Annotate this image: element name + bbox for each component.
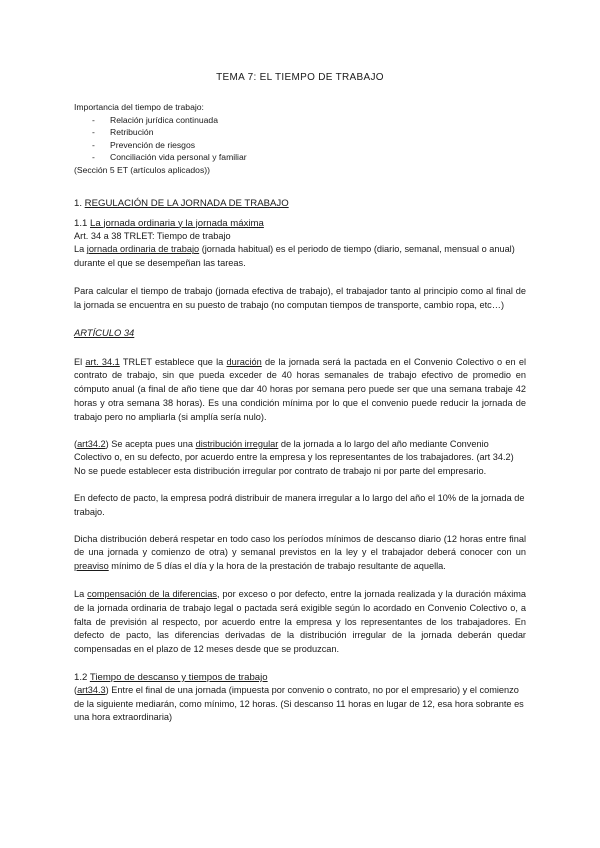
intro-list (74, 114, 526, 164)
paragraph-defecto-pacto: En defecto de pacto, la empresa podrá distribuir de manera irregular a lo largo del año el 10% de la jornada de trabajo. (74, 492, 525, 517)
keyword-preaviso: preaviso (74, 561, 109, 572)
ref-art-34-1: art. 34.1 (85, 356, 120, 367)
text-run: ( (74, 438, 78, 449)
article-34-heading: ARTÍCULO 34 (74, 326, 135, 338)
text-run: de la jornada a lo largo del año mediante Convenio Colectivo o, en su defecto, por acuerdo entre la empresa y los representantes de los trabajadores. (art 34.2) No se puede establecer esta distribución irregular por contrato de trabajo ni por parte del empresario. (74, 438, 514, 477)
text-run: ) Entre el final de una jornada (impuesta por convenio o contrato, no por el empresario) y el comienzo de la siguiente mediarán, como mínimo, 12 horas. (Si descanso 11 horas en lugar de 12, esa hora sobrante es una hora extraordinaria) (74, 684, 524, 723)
paragraph-art-34-2 (74, 438, 526, 479)
subsection-title: Tiempo de descanso y tiempos de trabajo (89, 671, 268, 683)
paragraph-tiempo-efectivo: Para calcular el tiempo de trabajo (jornada efectiva de trabajo), el trabajador tanto al principio como al final de la jornada se encuentra en su puesto de trabajo (no computan tiempos de transporte, cambio ropa, etc…) (74, 285, 526, 310)
keyword-jornada-ordinaria: jornada ordinaria de trabajo (86, 244, 200, 255)
paragraph-compensacion (74, 588, 526, 657)
ref-art-34-2: art34.2 (77, 438, 106, 449)
list-item: - Prevención de riesgos (92, 139, 526, 152)
text-run: La (74, 588, 88, 599)
section-number: 1. (74, 197, 85, 209)
intro-heading: Importancia del tiempo de trabajo: (74, 102, 204, 112)
text-run: ( (74, 684, 78, 695)
text-run: ) Se acepta pues una (105, 438, 196, 449)
text-run: de la jornada será la pactada en el Convenio Colectivo o en el contrato de trabajo, sin que pueda exceder de 40 horas semanales de trabajo efectivo de promedio en cómputo anual (a final de año tiene que dar 40 horas por semana pero puede ser que una semana trabaje 42 horas y otra semana 38 horas). Es una condición mínima por lo que el convenio puede reducir la jornada de trabajo pero no ampliarla (si amplía sería nulo). (74, 356, 526, 422)
text-run: Dicha distribución deberá respetar en todo caso los períodos mínimos de descanso diario (12 horas entre final de una jornada y comienzo de otra) y semanal previstos en la ley y el trabajador deberá conocer con un (74, 533, 526, 558)
ref-art-34-3: art34.3 (77, 684, 106, 695)
intro-note: (Sección 5 ET (artículos aplicados)) (74, 164, 210, 175)
document-title: TEMA 7: EL TIEMPO DE TRABAJO (216, 72, 384, 83)
paragraph-art-34-1 (74, 356, 526, 425)
text-run: mínimo de 5 días el día y la hora de la prestación de trabajo resultante de aquella. (108, 561, 446, 572)
list-item: - Relación jurídica continuada (92, 114, 526, 127)
text-run: El (74, 356, 86, 367)
text-run: , por exceso o por defecto, entre la jornada realizada y la duración máxima de la jornada ordinaria de trabajo legal o pactada será exigible según lo acordado en Convenio Colectivo o, a falta de previsión al respecto, por acuerdo entre la empresa y los representantes de los trabajadores. En defecto de pacto, las diferencias derivadas de la distribución irregular de la jornada deberán quedar compensadas en el plazo de 12 meses desde que se produzcan. (74, 588, 526, 655)
text-run: La (74, 244, 87, 255)
article-reference: Art. 34 a 38 TRLET: Tiempo de trabajo (74, 230, 231, 241)
text-run: (jornada habitual) es el periodo de tiempo (diario, semanal, mensual o anual) durante el que se desempeñan las tareas. (74, 244, 515, 269)
subsection-1-1-heading (74, 217, 526, 230)
keyword-distribucion-irregular: distribución irregular (195, 438, 279, 449)
list-item: - Retribución (92, 126, 526, 139)
keyword-duracion: duración (226, 356, 262, 367)
keyword-compensacion: compensación de la diferencias (87, 588, 217, 599)
subsection-1-2-heading (74, 671, 526, 684)
intro-block (74, 101, 526, 177)
paragraph-descanso (74, 533, 526, 574)
text-run: TRLET establece que la (119, 356, 227, 367)
subsection-title: La jornada ordinaria y la jornada máxima (90, 217, 264, 229)
subsection-number: 1.2 (74, 671, 90, 683)
section-1-heading (74, 198, 526, 209)
subsection-number: 1.1 (74, 217, 91, 229)
section-title: REGULACIÓN DE LA JORNADA DE TRABAJO (84, 197, 289, 209)
list-item: - Conciliación vida personal y familiar (92, 151, 526, 164)
paragraph-jornada-ordinaria (74, 243, 526, 271)
paragraph-art-34-3 (74, 684, 526, 725)
